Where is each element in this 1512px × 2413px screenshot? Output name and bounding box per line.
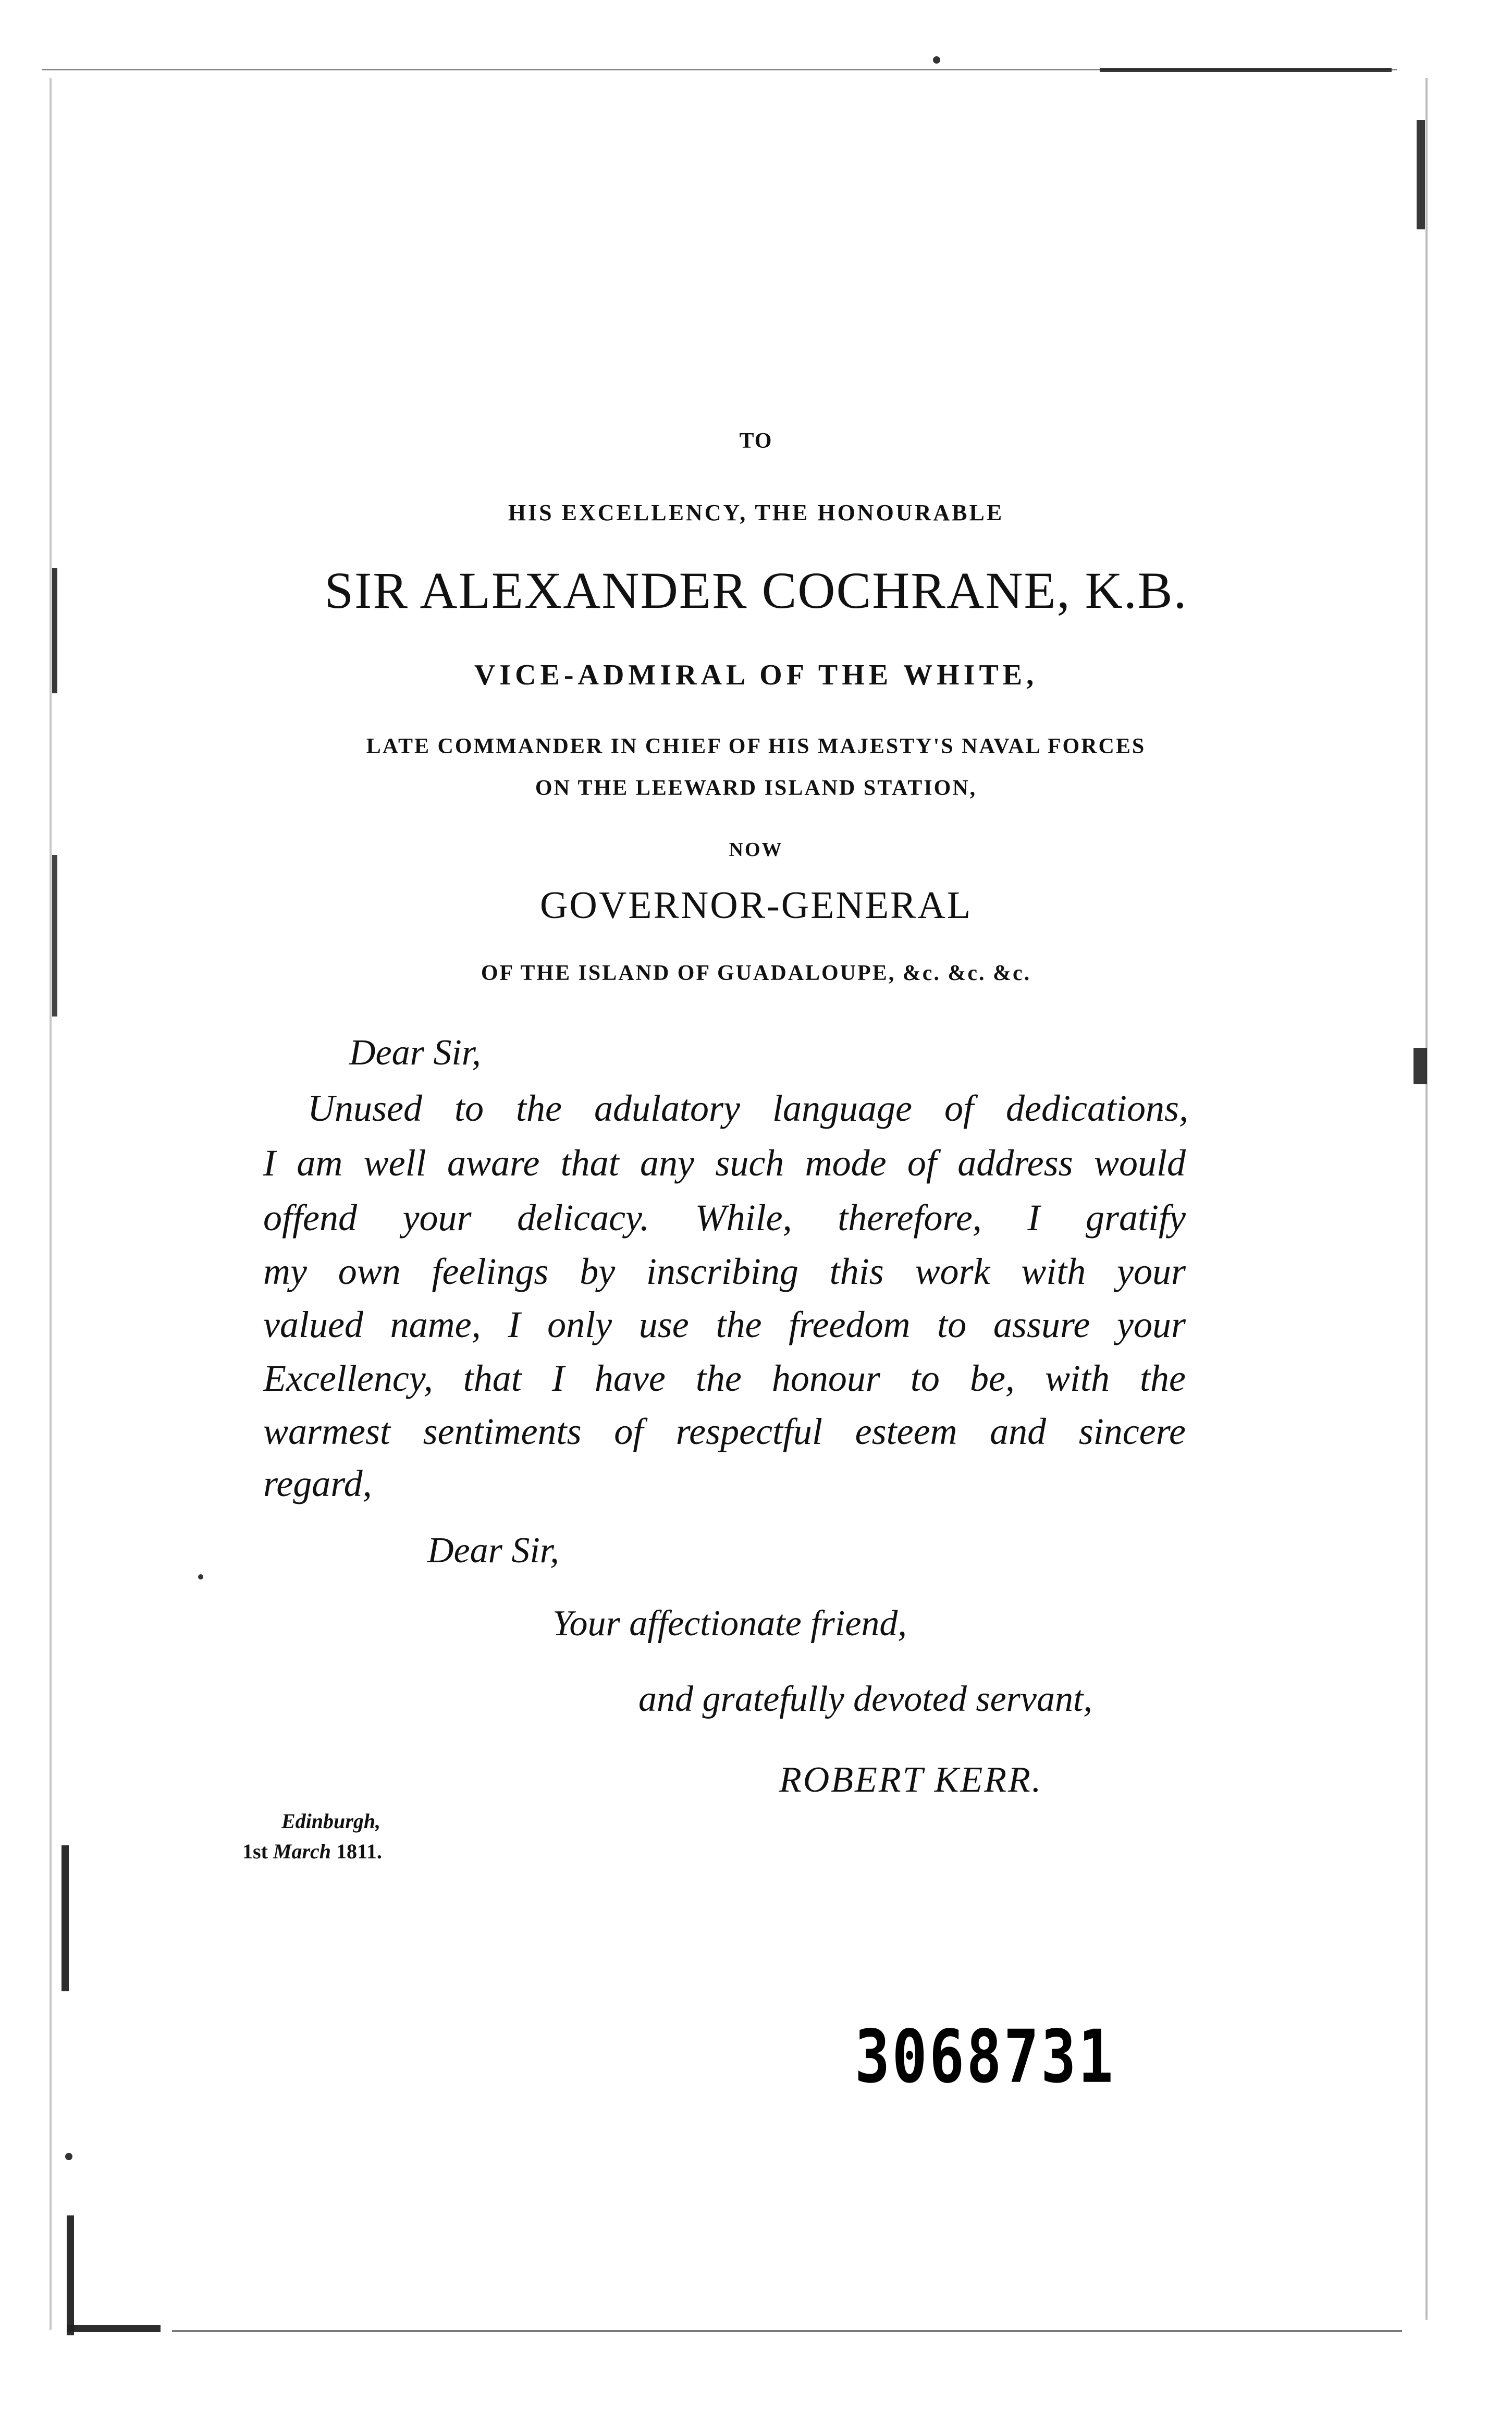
closing-line-1: Your affectionate friend, xyxy=(552,1603,907,1644)
scan-edge-left xyxy=(50,78,52,2330)
scan-edge-mark xyxy=(67,2325,161,2332)
letter-body-line: warmest sentiments of respectful esteem and sincere xyxy=(263,1411,1186,1452)
dateline-day: 1st xyxy=(242,1840,268,1863)
scan-edge-right xyxy=(1425,78,1428,2320)
signature-name: ROBERT KERR. xyxy=(779,1760,1043,1800)
scan-edge-mark xyxy=(52,855,57,1016)
letter-body-line: regard, xyxy=(263,1463,372,1504)
dedicatee-former-post-line-1: LATE COMMANDER IN CHIEF OF HIS MAJESTY'S NAVAL FORCES xyxy=(366,734,1146,758)
closing-salutation: Dear Sir, xyxy=(427,1530,559,1571)
dedication-to: TO xyxy=(739,429,773,453)
dedicatee-rank: VICE-ADMIRAL OF THE WHITE, xyxy=(474,659,1038,691)
dedication-excellency-line: HIS EXCELLENCY, THE HONOURABLE xyxy=(508,500,1004,525)
closing-line-2: and gratefully devoted servant, xyxy=(638,1679,1092,1719)
scan-edge-top-mark xyxy=(1100,68,1392,72)
library-stamp-number: 3068731 xyxy=(855,2015,1116,2100)
letter-body-line: Unused to the adulatory language of dedications, xyxy=(308,1087,1188,1129)
scan-edge-mark xyxy=(67,2215,74,2335)
letter-body-line: my own feelings by inscribing this work with your xyxy=(263,1251,1186,1292)
dedication-now: NOW xyxy=(729,839,783,861)
speck xyxy=(198,1574,203,1579)
scan-edge-mark xyxy=(1417,120,1425,229)
letter-body-line: I am well aware that any such mode of address would xyxy=(263,1142,1186,1184)
dateline-month: March xyxy=(273,1840,331,1863)
dateline-date xyxy=(242,1839,382,1864)
letter-salutation: Dear Sir, xyxy=(349,1033,481,1073)
dateline-place: Edinburgh, xyxy=(281,1809,381,1833)
scan-edge-mark xyxy=(1413,1048,1427,1084)
scan-edge-mark xyxy=(62,1845,69,1991)
dedicatee-island-line: OF THE ISLAND OF GUADALOUPE, &c. &c. &c. xyxy=(481,961,1031,985)
letter-body-line: valued name, I only use the freedom to assure your xyxy=(263,1304,1186,1345)
speck xyxy=(65,2153,72,2160)
dedicatee-office: GOVERNOR-GENERAL xyxy=(539,884,973,927)
dedicatee-name: SIR ALEXANDER COCHRANE, K.B. xyxy=(324,561,1188,619)
letter-body-line: offend your delicacy. While, therefore, I gratify xyxy=(263,1197,1186,1239)
dedicatee-former-post-line-2: ON THE LEEWARD ISLAND STATION, xyxy=(535,776,977,800)
dateline-year: 1811. xyxy=(336,1840,382,1863)
letter-body-line: Excellency, that I have the honour to be, with the xyxy=(263,1357,1186,1399)
speck xyxy=(933,56,940,64)
scan-edge-bottom xyxy=(172,2330,1402,2332)
